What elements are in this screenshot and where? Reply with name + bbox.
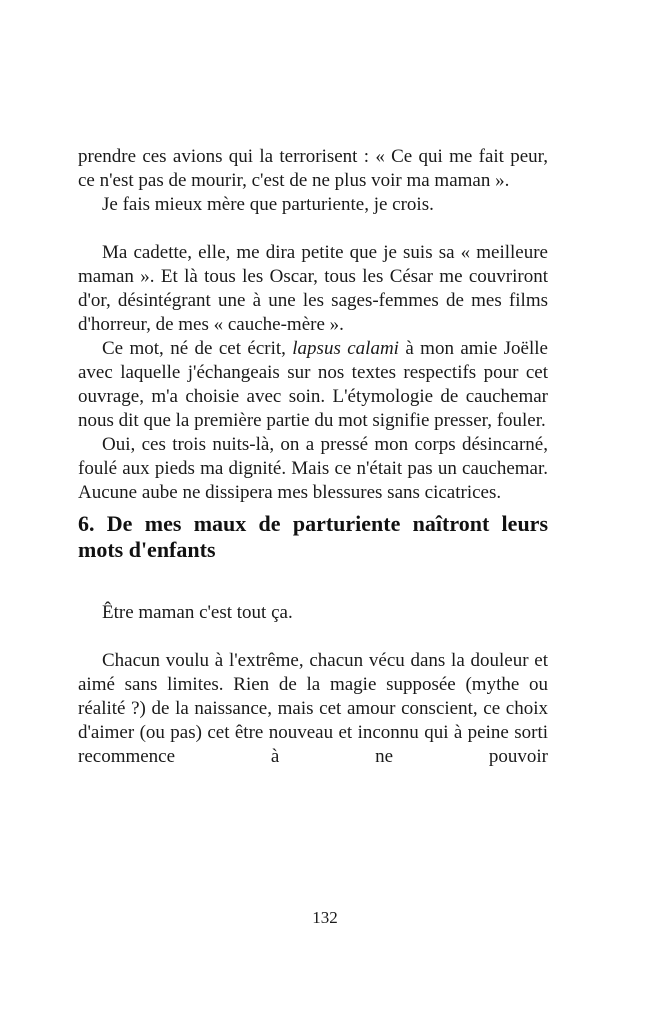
page-body — [78, 145, 548, 769]
paragraph: prendre ces avions qui la terrorisent : « Ce qui me fait peur, ce n'est pas de mourir, c'est de ne plus voir ma maman ». — [78, 146, 548, 191]
paragraph: Je fais mieux mère que parturiente, je crois. — [102, 194, 434, 215]
italic-phrase: lapsus calami — [292, 338, 399, 359]
paragraph — [78, 337, 548, 433]
paragraph: Chacun voulu à l'extrême, chacun vécu dans la douleur et aimé sans limites. Rien de la magie supposée (mythe ou réalité ?) de la naissance, mais cet amour conscient, ce choix d'aimer (ou pas) cet être nouveau et inconnu qui à peine sorti recommence à ne pouvoir — [78, 650, 548, 767]
paragraph-text: à mon amie Joëlle avec laquelle j'échangeais sur nos textes respectifs pour cet ouvrage, m'a choisie avec soin. L'étymologie de cauchemar nous dit que la première partie du mot signifie presser, fouler. — [78, 338, 548, 431]
paragraph: Ma cadette, elle, me dira petite que je suis sa « meilleure maman ». Et là tous les Oscar, tous les César me couvriront d'or, désintégrant une à une les sages-femmes de mes films d'horreur, de mes « cauche-mère ». — [78, 242, 548, 335]
section-heading: 6. De mes maux de parturiente naîtront leurs mots d'enfants — [78, 511, 548, 562]
paragraph: Être maman c'est tout ça. — [102, 602, 293, 623]
paragraph-text: Ce mot, né de cet écrit, — [102, 338, 293, 359]
paragraph: Oui, ces trois nuits-là, on a pressé mon corps désincarné, foulé aux pieds ma dignité. Mais ce n'était pas un cauchemar. Aucune aube ne dissipera mes blessures sans cicatrices. — [78, 434, 548, 503]
page-number: 132 — [312, 908, 338, 927]
